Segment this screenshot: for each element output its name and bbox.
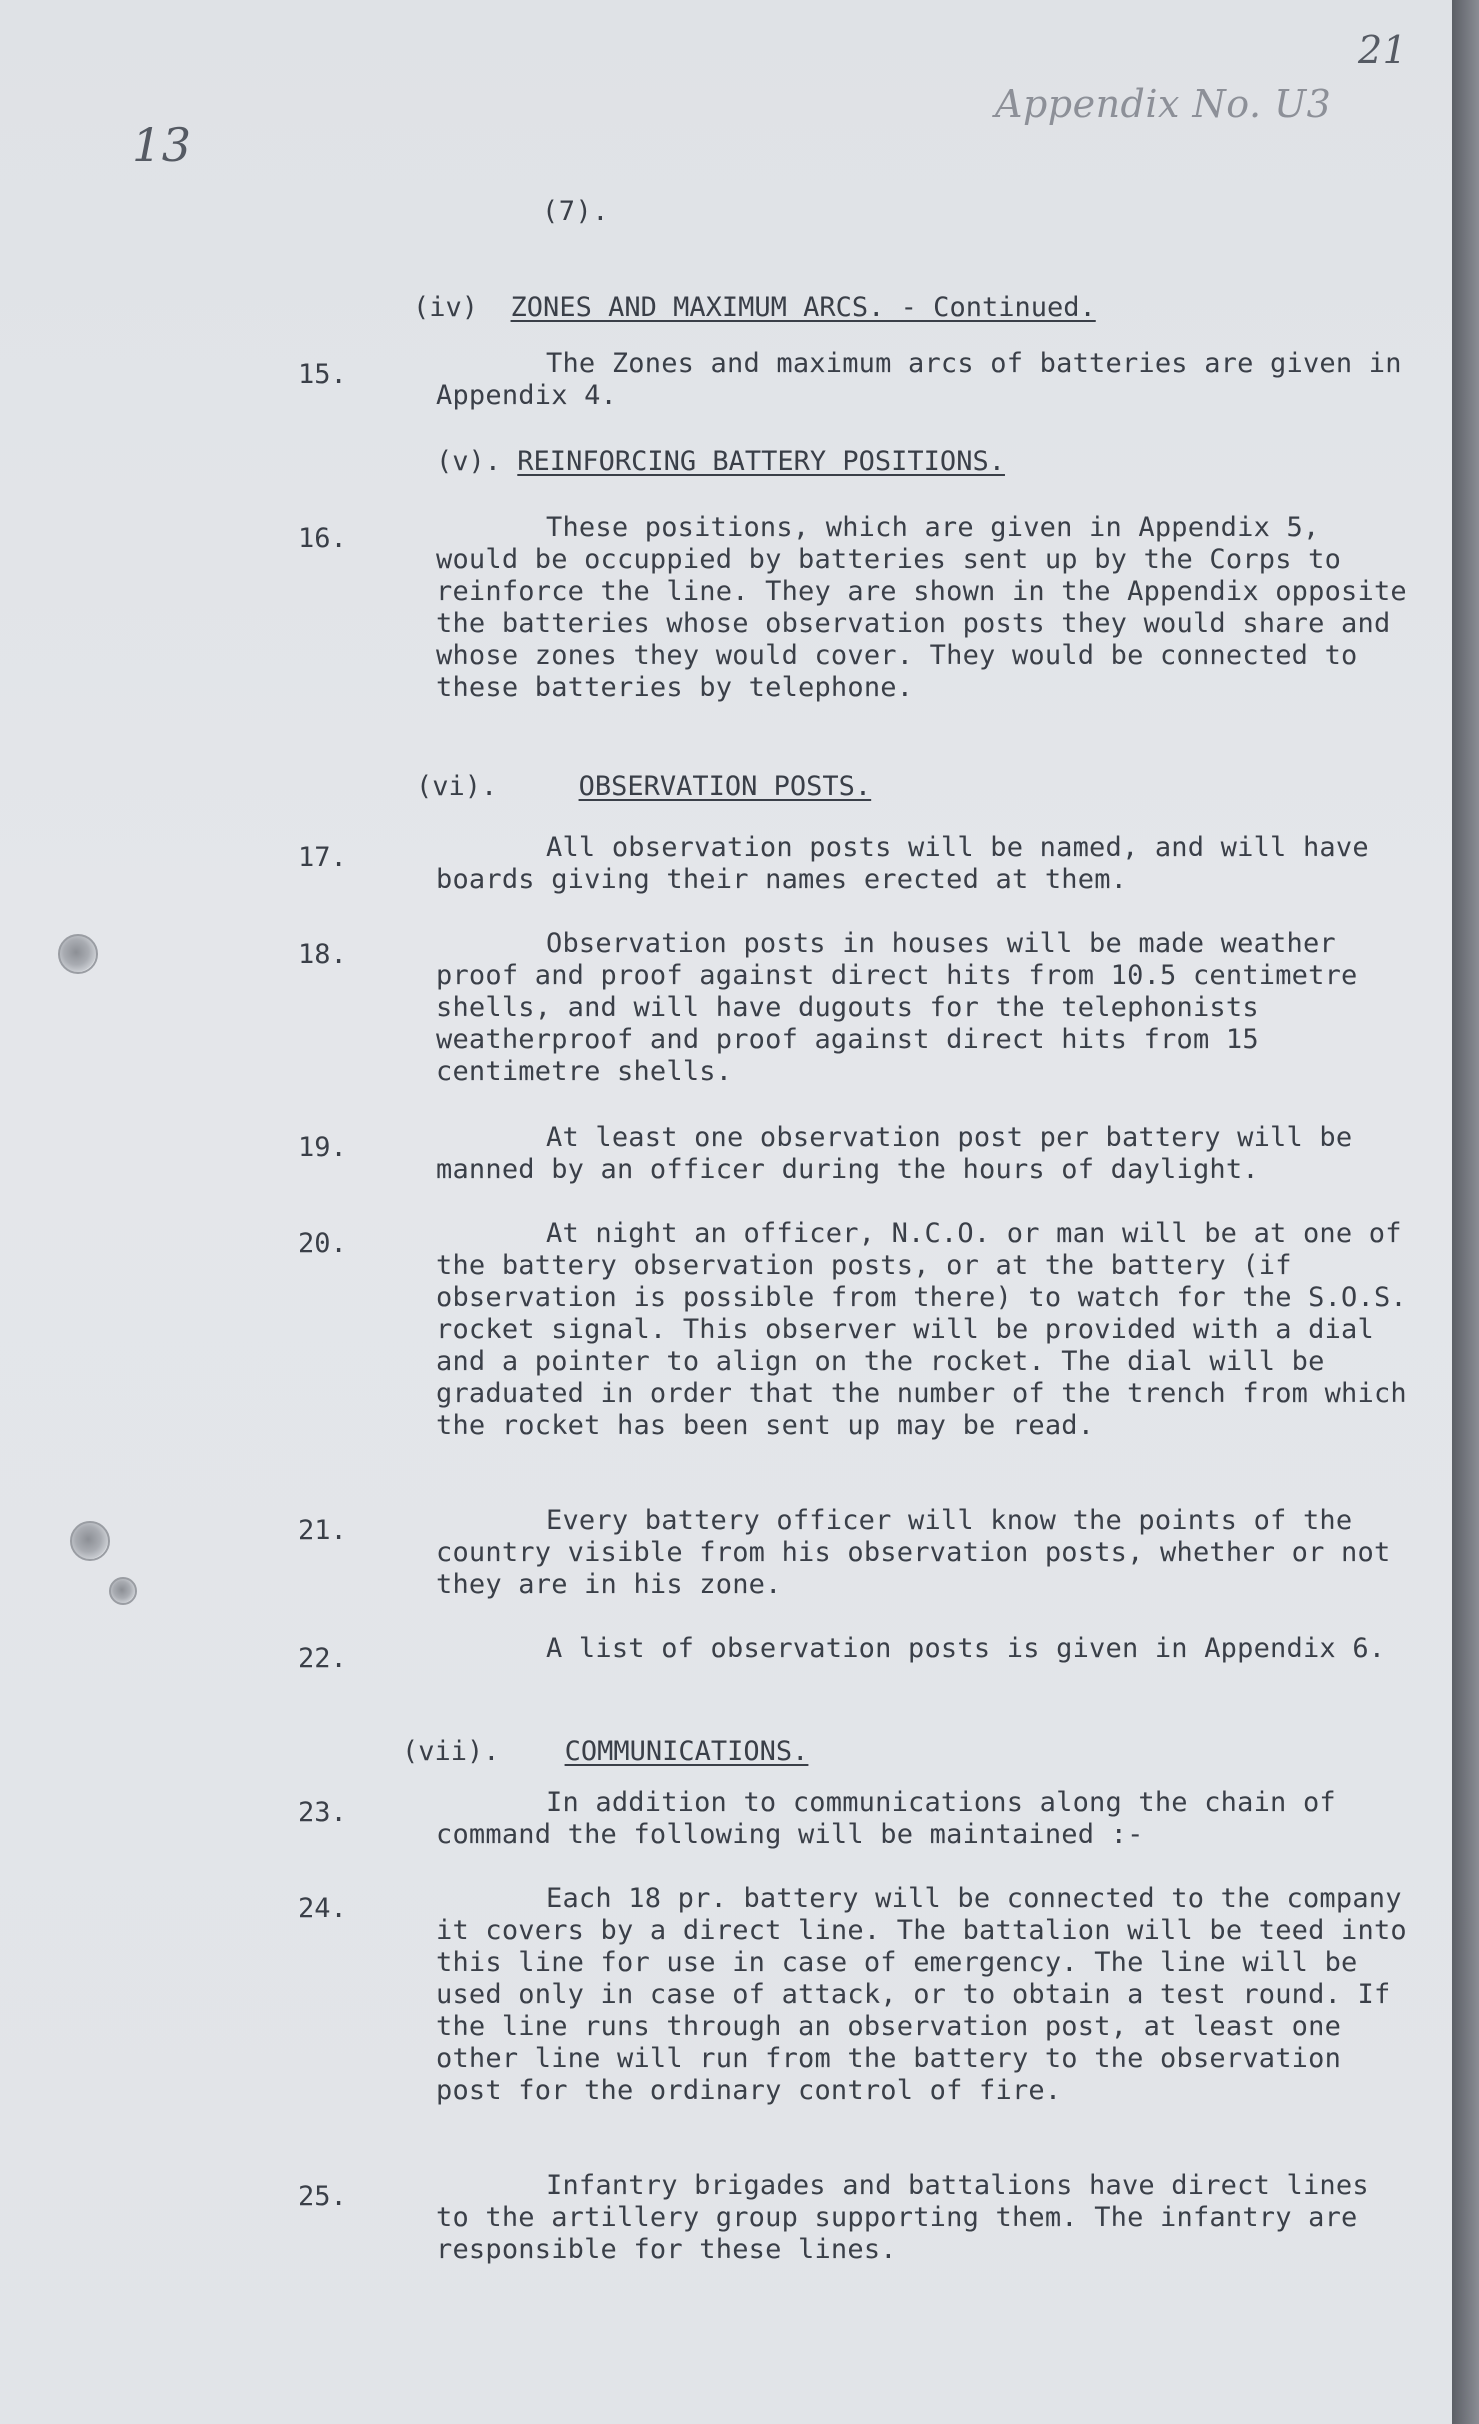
paragraph-number: 20. [298,1228,347,1259]
binder-edge [1452,0,1479,2424]
section-title: REINFORCING BATTERY POSITIONS. [517,446,1005,477]
page-number: (7). [542,196,610,227]
section-numeral: (iv) [413,292,479,323]
section-heading [416,771,871,802]
paragraph-number: 15. [298,359,347,390]
paragraph-text: A list of observation posts is given in Appendix 6. [546,1633,1386,1664]
folio-number: 21 [1358,28,1408,72]
paragraph-number: 19. [298,1132,347,1163]
paragraph-text: All observation posts will be named, and will have boards giving their names erected at them. [436,832,1369,895]
section-title: OBSERVATION POSTS. [578,771,872,802]
section-title: ZONES AND MAXIMUM ARCS. - Continued. [510,292,1096,323]
paragraph-text: Infantry brigades and battalions have direct lines to the artillery group supporting them. The infantry are responsible for these lines. [436,2170,1369,2265]
paragraph-text: At least one observation post per battery will be manned by an officer during the hours of daylight. [436,1122,1353,1185]
paragraph-number: 21. [298,1515,347,1546]
section-numeral: (vi). [416,771,498,802]
paragraph-text: Each 18 pr. battery will be connected to the company it covers by a direct line. The battalion will be teed into this line for use in case of emergency. The line will be used only in case of attack, or to obtain a test round. If the line runs through an observation post, at least one other line will run from the battery to the observation post for the ordinary control of fire. [436,1883,1407,2106]
punch-hole [58,934,98,974]
paragraph-number: 16. [298,523,347,554]
paragraph-text: Every battery officer will know the points of the country visible from his observation posts, whether or not they are in his zone. [436,1505,1391,1600]
punch-hole [109,1577,137,1605]
paragraph-text: In addition to communications along the chain of command the following will be maintained :- [436,1787,1336,1850]
paragraph-text: These positions, which are given in Appendix 5, would be occuppied by batteries sent up by the Corps to reinforce the line. They are shown in the Appendix opposite the batteries whose observation posts they would share and whose zones they would cover. They would be connected to these batteries by telephone. [436,512,1407,703]
paragraph-number: 23. [298,1797,347,1828]
paragraph-number: 22. [298,1643,347,1674]
section-heading [402,1736,808,1767]
paragraph-number: 24. [298,1893,347,1924]
handwritten-number: 13 [132,118,192,172]
paragraph-number: 25. [298,2181,347,2212]
section-heading [436,446,1005,477]
section-numeral: (vii). [402,1736,500,1767]
punch-hole [70,1521,110,1561]
paragraph-text: At night an officer, N.C.O. or man will be at one of the battery observation posts, or at the battery (if observation is possible from there) to watch for the S.O.S. rocket signal. This observer will be provided with a dial and a pointer to align on the rocket. The dial will be graduated in order that the number of the trench from which the rocket has been sent up may be read. [436,1218,1407,1441]
appendix-stamp: Appendix No. U3 [995,82,1332,126]
section-title: COMMUNICATIONS. [564,1736,809,1767]
paragraph-text: Observation posts in houses will be made weather proof and proof against direct hits from 10.5 centimetre shells, and will have dugouts for the telephonists weatherproof and proof against direct hits from 15 centimetre shells. [436,928,1358,1087]
paragraph-number: 18. [298,939,347,970]
section-heading [413,292,1096,323]
section-numeral: (v). [436,446,502,477]
paragraph-text: The Zones and maximum arcs of batteries are given in Appendix 4. [436,348,1402,411]
paragraph-number: 17. [298,842,347,873]
